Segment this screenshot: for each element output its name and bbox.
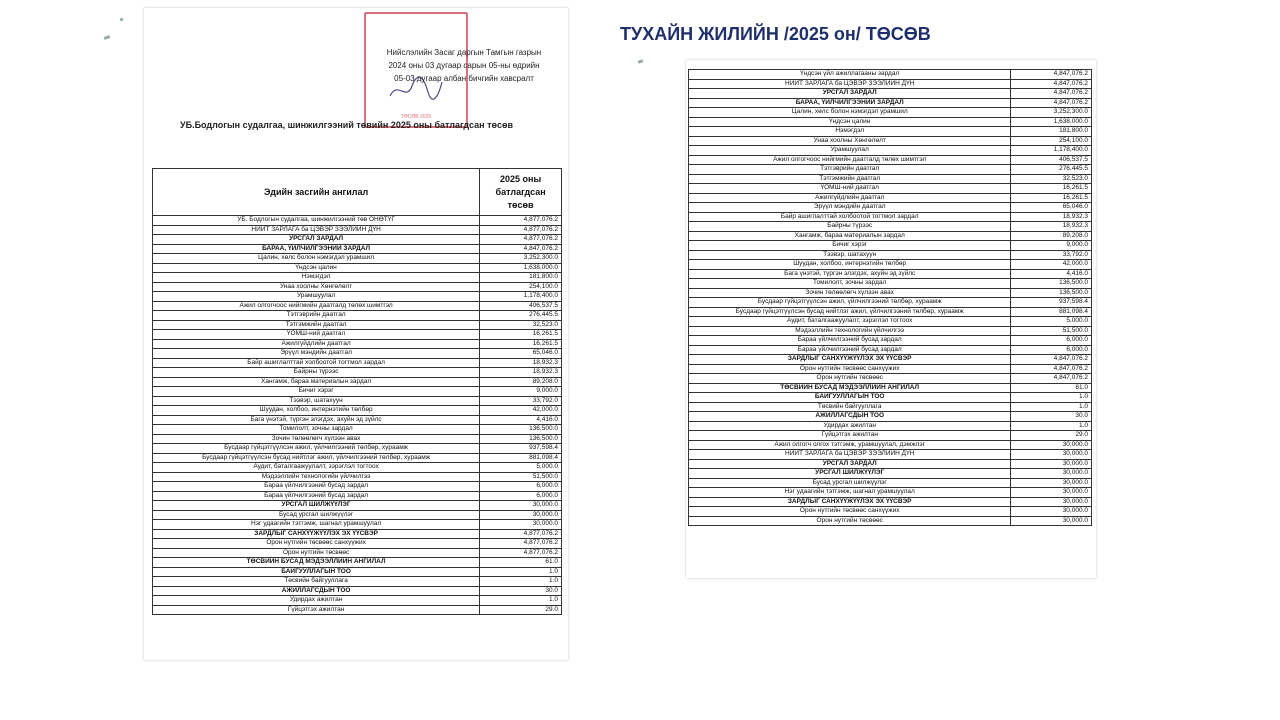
category-cell: Бусдаар гүйцэтгүүлсэн ажил, үйлчилгээний төлбөр, хураамж [689, 298, 1011, 308]
table-row [689, 402, 1092, 412]
table-header-row [153, 169, 562, 216]
category-cell: Төсвийн байгууллага [153, 577, 480, 587]
table-row [153, 529, 562, 539]
category-cell: Аудит, баталгаажуулалт, зэрэглэл тогтоох [689, 317, 1011, 327]
value-cell: 30,000.0 [480, 510, 562, 520]
table-row [689, 440, 1092, 450]
table-row [689, 127, 1092, 137]
value-cell: 89,208.0 [480, 377, 562, 387]
scan-speck [104, 35, 111, 40]
value-cell: 1.0 [480, 596, 562, 606]
table-row [689, 393, 1092, 403]
value-cell: 3,252,300.0 [1011, 108, 1092, 118]
value-cell: 30,000.0 [1011, 488, 1092, 498]
value-cell: 33,792.0 [480, 396, 562, 406]
value-cell: 16,261.5 [480, 339, 562, 349]
value-cell: 30,000.0 [1011, 497, 1092, 507]
value-cell: 1,178,400.0 [480, 292, 562, 302]
category-cell: Урамшуулал [689, 146, 1011, 156]
approval-line: Нийслэлийн Засаг даргын Тамгын газрын [386, 48, 542, 57]
value-cell: 6,000.0 [480, 482, 562, 492]
table-row [153, 434, 562, 444]
table-row [689, 488, 1092, 498]
table-row [153, 491, 562, 501]
value-cell: 4,877,076.2 [480, 529, 562, 539]
table-row [153, 225, 562, 235]
table-row [153, 463, 562, 473]
value-cell: 4,877,076.2 [480, 225, 562, 235]
category-cell: Нэмэгдэл [689, 127, 1011, 137]
category-cell: Бага үнэтэй, түргэн элэгдэх, ахуйн эд зүйлс [153, 415, 480, 425]
table-row [153, 577, 562, 587]
value-cell: 65,046.0 [1011, 203, 1092, 213]
value-cell: 1.0 [480, 577, 562, 587]
table-row [153, 339, 562, 349]
category-cell: ҮОМШ-ний даатгал [153, 330, 480, 340]
table-row [689, 98, 1092, 108]
value-cell: 1,178,400.0 [1011, 146, 1092, 156]
category-cell: Бараа үйлчилгээний бусад зардал [153, 491, 480, 501]
category-cell: Мэдээллийн технологийн үйлчилгээ [153, 472, 480, 482]
category-cell: УРСГАЛ ЗАРДАЛ [689, 459, 1011, 469]
value-cell: 4,847,076.2 [1011, 355, 1092, 365]
category-cell: Зочин төлөөлөгч хүлээн авах [153, 434, 480, 444]
category-cell: Байрны түрээс [153, 368, 480, 378]
table-row [153, 501, 562, 511]
table-row [689, 412, 1092, 422]
value-cell: 1.0 [1011, 402, 1092, 412]
approved-budget-document [144, 8, 568, 660]
category-cell: Томилолт, зочны зардал [689, 279, 1011, 289]
approval-note [364, 46, 564, 85]
value-cell: 4,877,076.2 [480, 235, 562, 245]
category-cell: Орон нутгийн төсвөөс санхүүжих [689, 364, 1011, 374]
category-cell: Нэг удаагийн тэтгэмж, шагнал урамшуулал [153, 520, 480, 530]
value-cell: 4,847,076.2 [1011, 364, 1092, 374]
table-row [689, 507, 1092, 517]
category-cell: Унаа хоолны Хөнгөлөлт [153, 282, 480, 292]
value-cell: 51,500.0 [1011, 326, 1092, 336]
category-cell: БАЙГУУЛЛАГЫН ТОО [689, 393, 1011, 403]
value-cell: 4,847,076.2 [1011, 89, 1092, 99]
category-cell: Ажил олгогчоос нийгмийн даатгалд төлөх шимтгэл [153, 301, 480, 311]
category-cell: ЗАРДЛЫГ САНХҮҮЖҮҮЛЭХ ЭХ ҮҮСВЭР [689, 355, 1011, 365]
value-cell: 16,261.5 [1011, 184, 1092, 194]
table-body-left [153, 216, 562, 615]
table-row [153, 510, 562, 520]
value-cell: 4,847,076.2 [1011, 98, 1092, 108]
table-body-right [689, 70, 1092, 526]
table-row [153, 406, 562, 416]
category-cell: Байр ашиглалттай холбоотой тогтмол зардал [689, 212, 1011, 222]
value-cell: 51,500.0 [480, 472, 562, 482]
table-row [153, 482, 562, 492]
category-cell: УРСГАЛ ЗАРДАЛ [153, 235, 480, 245]
table-row [689, 136, 1092, 146]
table-row [689, 193, 1092, 203]
category-cell: УРСГАЛ ЗАРДАЛ [689, 89, 1011, 99]
category-cell: Бусдаар гүйцэтгүүлсэн бусад нийтлэг ажил, үйлчилгээний төлбөр, хураамж [153, 453, 480, 463]
value-cell: 276,445.5 [1011, 165, 1092, 175]
budget-document-continuation [686, 60, 1096, 578]
value-cell: 18,932.3 [480, 368, 562, 378]
table-row [689, 108, 1092, 118]
table-row [153, 368, 562, 378]
category-cell: Бичиг хэрэг [689, 241, 1011, 251]
value-cell: 1,638,000.0 [1011, 117, 1092, 127]
category-cell: Цалин, хөлс болон нэмэгдэл урамшил [689, 108, 1011, 118]
category-cell: Үндсэн цалин [153, 263, 480, 273]
table-row [689, 279, 1092, 289]
category-cell: Унаа хоолны Хөнгөлөлт [689, 136, 1011, 146]
table-row [153, 453, 562, 463]
table-row [153, 358, 562, 368]
category-cell: Бараа үйлчилгээний бусад зардал [689, 336, 1011, 346]
value-cell: 32,523.0 [480, 320, 562, 330]
category-cell: НИЙТ ЗАРЛАГА ба ЦЭВЭР ЗЭЭЛИЙН ДҮН [689, 450, 1011, 460]
value-cell: 30.0 [480, 586, 562, 596]
value-cell: 18,932.3 [480, 358, 562, 368]
category-cell: ЗАРДЛЫГ САНХҮҮЖҮҮЛЭХ ЭХ ҮҮСВЭР [153, 529, 480, 539]
value-cell: 30,000.0 [1011, 478, 1092, 488]
category-cell: Гүйцэтгэх ажилтан [689, 431, 1011, 441]
value-cell: 65,046.0 [480, 349, 562, 359]
category-cell: Хангамж, бараа материалын зардал [689, 231, 1011, 241]
value-cell: 4,847,076.2 [1011, 79, 1092, 89]
category-cell: Үндсэн цалин [689, 117, 1011, 127]
category-cell: Тэтгэврийн даатгал [689, 165, 1011, 175]
header-line: төсөв [507, 199, 534, 210]
value-cell: 4,877,076.2 [480, 548, 562, 558]
category-cell: Зочин төлөөлөгч хүлээн авах [689, 288, 1011, 298]
value-cell: 9,000.0 [480, 387, 562, 397]
table-row [689, 478, 1092, 488]
value-cell: 6,000.0 [480, 491, 562, 501]
table-row [689, 497, 1092, 507]
category-cell: Удирдах ажилтан [153, 596, 480, 606]
category-cell: Орон нутгийн төсвөөс [689, 374, 1011, 384]
table-row [153, 377, 562, 387]
table-row [689, 146, 1092, 156]
table-row [689, 431, 1092, 441]
table-row [689, 184, 1092, 194]
table-row [153, 282, 562, 292]
category-cell: Шуудан, холбоо, интернэтийн төлбөр [153, 406, 480, 416]
value-cell: 136,500.0 [480, 434, 562, 444]
category-cell: АЖИЛЛАГСДЫН ТОО [153, 586, 480, 596]
category-cell: УРСГАЛ ШИЛЖҮҮЛЭГ [689, 469, 1011, 479]
category-cell: Мэдээллийн технологийн үйлчилгээ [689, 326, 1011, 336]
table-row [689, 364, 1092, 374]
table-row [153, 387, 562, 397]
table-row [153, 273, 562, 283]
table-row [689, 174, 1092, 184]
value-cell: 30,000.0 [1011, 516, 1092, 526]
category-cell: Шуудан, холбоо, интернэтийн төлбөр [689, 260, 1011, 270]
category-cell: Урамшуулал [153, 292, 480, 302]
category-cell: Бараа үйлчилгээний бусад зардал [153, 482, 480, 492]
value-cell: 18,932.3 [1011, 212, 1092, 222]
budget-table-wrap [688, 69, 1092, 526]
table-row [689, 231, 1092, 241]
category-cell: ТӨСВИЙН БУСАД МЭДЭЭЛЛИЙН АНГИЛАЛ [153, 558, 480, 568]
approval-line: 2024 оны 03 дугаар сарын 05-ны өдрийн [388, 61, 540, 70]
category-cell: ҮОМШ-ний даатгал [689, 184, 1011, 194]
table-row [689, 307, 1092, 317]
value-cell: 30.0 [1011, 412, 1092, 422]
value-cell: 5,000.0 [480, 463, 562, 473]
value-cell: 4,877,076.2 [480, 539, 562, 549]
category-cell: БАРАА, ҮЙЛЧИЛГЭЭНИЙ ЗАРДАЛ [689, 98, 1011, 108]
table-row [153, 548, 562, 558]
value-cell: 30,000.0 [1011, 440, 1092, 450]
category-cell: Бусад урсгал шилжүүлэг [153, 510, 480, 520]
category-cell: Байрны түрээс [689, 222, 1011, 232]
category-cell: Ажил олгогчоос нийгмийн даатгалд төлөх шимтгэл [689, 155, 1011, 165]
table-row [689, 383, 1092, 393]
category-cell: Ажилгүйдлийн даатгал [153, 339, 480, 349]
value-cell: 9,000.0 [1011, 241, 1092, 251]
table-row [153, 425, 562, 435]
category-cell: УБ. Бодлогын судалгаа, шинжилгээний төв ОНӨТҮГ [153, 216, 480, 226]
value-cell: 4,416.0 [480, 415, 562, 425]
header-line: батлагдсан [495, 186, 546, 197]
category-cell: ЗАРДЛЫГ САНХҮҮЖҮҮЛЭХ ЭХ ҮҮСВЭР [689, 497, 1011, 507]
category-cell: Төсвийн байгууллага [689, 402, 1011, 412]
table-row [689, 326, 1092, 336]
value-cell: 89,208.0 [1011, 231, 1092, 241]
value-cell: 254,100.0 [1011, 136, 1092, 146]
value-cell: 1.0 [480, 567, 562, 577]
value-cell: 406,537.5 [480, 301, 562, 311]
table-row [153, 244, 562, 254]
category-cell: Тэтгэмжийн даатгал [153, 320, 480, 330]
category-cell: Цалин, хөлс болон нэмэгдэл урамшил [153, 254, 480, 264]
value-cell: 30,000.0 [1011, 450, 1092, 460]
value-cell: 30,000.0 [1011, 459, 1092, 469]
table-row [153, 235, 562, 245]
table-row [689, 336, 1092, 346]
value-cell: 1,638,000.0 [480, 263, 562, 273]
table-row [153, 292, 562, 302]
table-row [689, 516, 1092, 526]
table-row [153, 444, 562, 454]
category-cell: Тэтгэврийн даатгал [153, 311, 480, 321]
table-row [153, 567, 562, 577]
category-cell: Бусдаар гүйцэтгүүлсэн бусад нийтлэг ажил, үйлчилгээний төлбөр, хураамж [689, 307, 1011, 317]
table-row [153, 596, 562, 606]
table-row [153, 558, 562, 568]
table-row [689, 70, 1092, 80]
value-cell: 881,098.4 [480, 453, 562, 463]
category-cell: Эрүүл мэндийн даатгал [689, 203, 1011, 213]
value-cell: 61.0 [480, 558, 562, 568]
budget-table-left [152, 168, 562, 615]
value-cell: 18,932.3 [1011, 222, 1092, 232]
table-row [153, 263, 562, 273]
table-row [689, 298, 1092, 308]
category-cell: НИЙТ ЗАРЛАГА ба ЦЭВЭР ЗЭЭЛИЙН ДҮН [153, 225, 480, 235]
value-cell: 4,847,076.2 [480, 244, 562, 254]
table-row [153, 301, 562, 311]
table-row [689, 222, 1092, 232]
value-cell: 33,792.0 [1011, 250, 1092, 260]
table-row [689, 317, 1092, 327]
table-row [689, 165, 1092, 175]
category-cell: Тээвэр, шатахуун [689, 250, 1011, 260]
table-row [689, 79, 1092, 89]
table-row [689, 250, 1092, 260]
table-row [689, 469, 1092, 479]
table-row [153, 396, 562, 406]
category-cell: Бага үнэтэй, түргэн элэгдэх, ахуйн эд зүйлс [689, 269, 1011, 279]
category-cell: Орон нутгийн төсвөөс [153, 548, 480, 558]
table-row [153, 330, 562, 340]
value-cell: 4,877,076.2 [480, 216, 562, 226]
category-cell: Гүйцэтгэх ажилтан [153, 605, 480, 615]
category-cell: Ажил олгогч олгох тэтгэмж, урамшуулал, дэмжлэг [689, 440, 1011, 450]
table-row [689, 155, 1092, 165]
table-row [153, 216, 562, 226]
table-row [689, 260, 1092, 270]
category-cell: Бусдаар гүйцэтгүүлсэн ажил, үйлчилгээний төлбөр, хураамж [153, 444, 480, 454]
header-line: 2025 оны [500, 173, 542, 184]
value-cell: 30,000.0 [1011, 507, 1092, 517]
category-cell: Тэтгэмжийн даатгал [689, 174, 1011, 184]
table-row [689, 288, 1092, 298]
category-cell: БАРАА, ҮЙЛЧИЛГЭЭНИЙ ЗАРДАЛ [153, 244, 480, 254]
value-cell: 42,000.0 [1011, 260, 1092, 270]
value-cell: 3,252,300.0 [480, 254, 562, 264]
category-cell: Аудит, баталгаажуулалт, зэрэглэл тогтоох [153, 463, 480, 473]
value-cell: 30,000.0 [480, 501, 562, 511]
value-cell: 937,598.4 [480, 444, 562, 454]
table-row [689, 203, 1092, 213]
table-row [153, 472, 562, 482]
value-cell: 181,800.0 [1011, 127, 1092, 137]
table-row [689, 421, 1092, 431]
table-row [153, 586, 562, 596]
scan-speck [120, 18, 124, 22]
category-cell: Бараа үйлчилгээний бусад зардал [689, 345, 1011, 355]
category-cell: ТӨСВИЙН БУСАД МЭДЭЭЛЛИЙН АНГИЛАЛ [689, 383, 1011, 393]
value-cell: 136,500.0 [1011, 279, 1092, 289]
value-cell: 4,847,076.2 [1011, 70, 1092, 80]
category-cell: Бичиг хэрэг [153, 387, 480, 397]
category-cell: НИЙТ ЗАРЛАГА ба ЦЭВЭР ЗЭЭЛИЙН ДҮН [689, 79, 1011, 89]
value-cell: 61.0 [1011, 383, 1092, 393]
document-heading: УБ.Бодлогын судалгаа, шинжилгээний төвийн 2025 оны батлагдсан төсөв [180, 120, 514, 130]
category-cell: УРСГАЛ ШИЛЖҮҮЛЭГ [153, 501, 480, 511]
category-cell: Удирдах ажилтан [689, 421, 1011, 431]
value-cell: 32,523.0 [1011, 174, 1092, 184]
value-cell: 881,098.4 [1011, 307, 1092, 317]
table-row [689, 269, 1092, 279]
table-row [689, 345, 1092, 355]
value-cell: 1.0 [1011, 421, 1092, 431]
table-row [153, 311, 562, 321]
category-cell: Орон нутгийн төсвөөс санхүүжих [153, 539, 480, 549]
category-cell: Нэмэгдэл [153, 273, 480, 283]
value-cell: 276,445.5 [480, 311, 562, 321]
budget-table-right [688, 69, 1092, 526]
table-row [153, 415, 562, 425]
category-cell: Байр ашиглалттай холбоотой тогтмол зардал [153, 358, 480, 368]
table-row [689, 459, 1092, 469]
value-cell: 16,261.5 [480, 330, 562, 340]
table-row [153, 520, 562, 530]
table-row [689, 355, 1092, 365]
table-row [689, 241, 1092, 251]
value-cell: 406,537.5 [1011, 155, 1092, 165]
scan-speck [638, 59, 644, 64]
value-cell: 136,500.0 [1011, 288, 1092, 298]
value-cell: 30,000.0 [480, 520, 562, 530]
value-cell: 5,000.0 [1011, 317, 1092, 327]
category-cell: Томилолт, зочны зардал [153, 425, 480, 435]
value-cell: 16,261.5 [1011, 193, 1092, 203]
table-row [153, 254, 562, 264]
category-cell: Эрүүл мэндийн даатгал [153, 349, 480, 359]
category-cell: Үндсэн үйл ажиллагааны зардал [689, 70, 1011, 80]
budget-table-wrap [152, 168, 562, 615]
table-row [689, 374, 1092, 384]
stamp-text: ТӨСӨВ 2025 [400, 114, 432, 120]
table-row [689, 89, 1092, 99]
category-cell: Орон нутгийн төсвөөс санхүүжих [689, 507, 1011, 517]
value-cell: 42,000.0 [480, 406, 562, 416]
category-cell: Тээвэр, шатахуун [153, 396, 480, 406]
table-row [153, 320, 562, 330]
value-cell: 254,100.0 [480, 282, 562, 292]
value-cell: 181,800.0 [480, 273, 562, 283]
value-cell: 1.0 [1011, 393, 1092, 403]
approval-line: 05-03 дугаар албан бичгийн хавсралт [394, 74, 534, 83]
column-header-category: Эдийн засгийн ангилал [153, 169, 480, 216]
value-cell: 937,598.4 [1011, 298, 1092, 308]
table-row [689, 212, 1092, 222]
category-cell: Бусад урсгал шилжүүлэг [689, 478, 1011, 488]
value-cell: 136,500.0 [480, 425, 562, 435]
column-header-value [480, 169, 562, 216]
value-cell: 29.0 [480, 605, 562, 615]
table-row [153, 349, 562, 359]
value-cell: 4,847,076.2 [1011, 374, 1092, 384]
value-cell: 30,000.0 [1011, 469, 1092, 479]
category-cell: Нэг удаагийн тэтгэмж, шагнал урамшуулал [689, 488, 1011, 498]
value-cell: 29.0 [1011, 431, 1092, 441]
table-row [689, 450, 1092, 460]
value-cell: 6,000.0 [1011, 336, 1092, 346]
category-cell: АЖИЛЛАГСДЫН ТОО [689, 412, 1011, 422]
value-cell: 6,000.0 [1011, 345, 1092, 355]
category-cell: Ажилгүйдлийн даатгал [689, 193, 1011, 203]
table-row [153, 605, 562, 615]
slide-title: ТУХАЙН ЖИЛИЙН /2025 он/ ТӨСӨВ [620, 24, 931, 44]
table-row [153, 539, 562, 549]
table-row [689, 117, 1092, 127]
category-cell: Орон нутгийн төсвөөс [689, 516, 1011, 526]
category-cell: БАЙГУУЛЛАГЫН ТОО [153, 567, 480, 577]
value-cell: 4,416.0 [1011, 269, 1092, 279]
category-cell: Хангамж, бараа материалын зардал [153, 377, 480, 387]
